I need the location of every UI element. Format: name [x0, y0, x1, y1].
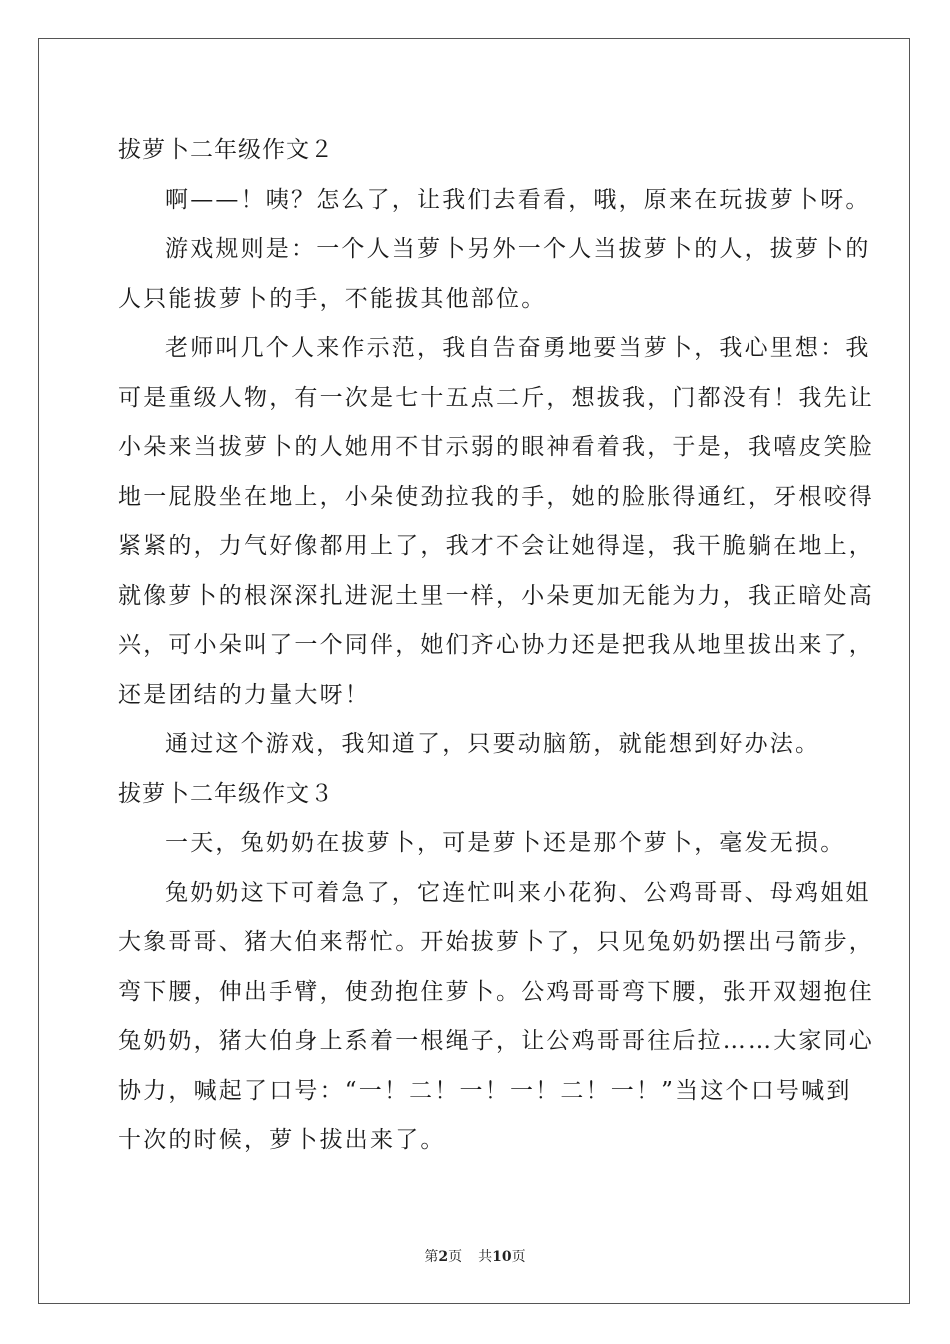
paragraph-line: 小朵来当拔萝卜的人她用不甘示弱的眼神看着我，于是，我嘻皮笑脸	[118, 434, 874, 460]
paragraph	[118, 225, 871, 324]
page-number: 2	[438, 1249, 449, 1265]
total-suffix: 页	[511, 1249, 526, 1265]
paragraph	[118, 720, 838, 770]
page-prefix: 第	[424, 1249, 439, 1265]
section-heading: 拔萝卜二年级作文２	[118, 137, 334, 163]
section-heading: 拔萝卜二年级作文３	[118, 780, 334, 807]
paragraph-line: 弯下腰，伸出手臂，使劲抱住萝卜。公鸡哥哥弯下腰，张开双翅抱住	[118, 978, 874, 1005]
paragraph-line: 还是团结的力量大呀！	[118, 681, 370, 708]
page-suffix: 页	[448, 1249, 463, 1265]
paragraph-line: 兔奶奶这下可着急了，它连忙叫来小花狗、公鸡哥哥、母鸡姐姐	[165, 879, 871, 906]
paragraph-line: 通过这个游戏，我知道了，只要动脑筋，就能想到好办法。	[165, 731, 821, 757]
paragraph	[118, 869, 874, 1166]
paragraph-line: 就像萝卜的根深深扎进泥土里一样，小朵更加无能为力，我正暗处高	[118, 582, 874, 609]
page-footer	[0, 1246, 950, 1266]
paragraph	[118, 176, 871, 226]
paragraph-line: 兴，可小朵叫了一个同伴，她们齐心协力还是把我从地里拔出来了，	[118, 632, 874, 658]
paragraph-line: 游戏规则是：一个人当萝卜另外一个人当拔萝卜的人，拔萝卜的	[165, 236, 871, 262]
paragraph-line: 十次的时候，萝卜拔出来了。	[118, 1127, 446, 1153]
paragraph-line: 协力，喊起了口号：“一！二！一！一！二！一！”当这个口号喊到	[118, 1077, 852, 1104]
total-prefix: 共	[478, 1249, 493, 1265]
paragraph-line: 啊——！咦？怎么了，让我们去看看，哦，原来在玩拔萝卜呀。	[165, 186, 871, 213]
paragraph-line: 一天，兔奶奶在拔萝卜，可是萝卜还是那个萝卜，毫发无损。	[165, 830, 846, 856]
paragraph-line: 人只能拔萝卜的手，不能拔其他部位。	[118, 285, 547, 312]
paragraph-line: 可是重级人物，有一次是七十五点二斤，想拔我，门都没有！我先让	[118, 384, 874, 411]
paragraph-line: 地一屁股坐在地上，小朵使劲拉我的手，她的脸胀得通红，牙根咬得	[118, 483, 874, 510]
paragraph	[118, 819, 846, 869]
total-pages: 10	[492, 1249, 512, 1265]
paragraph-line: 老师叫几个人来作示范，我自告奋勇地要当萝卜，我心里想：我	[165, 335, 871, 361]
paragraph-line: 大象哥哥、猪大伯来帮忙。开始拔萝卜了，只见兔奶奶摆出弓箭步，	[118, 929, 874, 955]
paragraph-line: 兔奶奶，猪大伯身上系着一根绳子，让公鸡哥哥往后拉……大家同心	[118, 1028, 874, 1054]
document-body	[118, 126, 874, 1166]
paragraph-line: 紧紧的，力气好像都用上了，我才不会让她得逞，我干脆躺在地上，	[118, 533, 874, 559]
paragraph	[118, 324, 874, 720]
